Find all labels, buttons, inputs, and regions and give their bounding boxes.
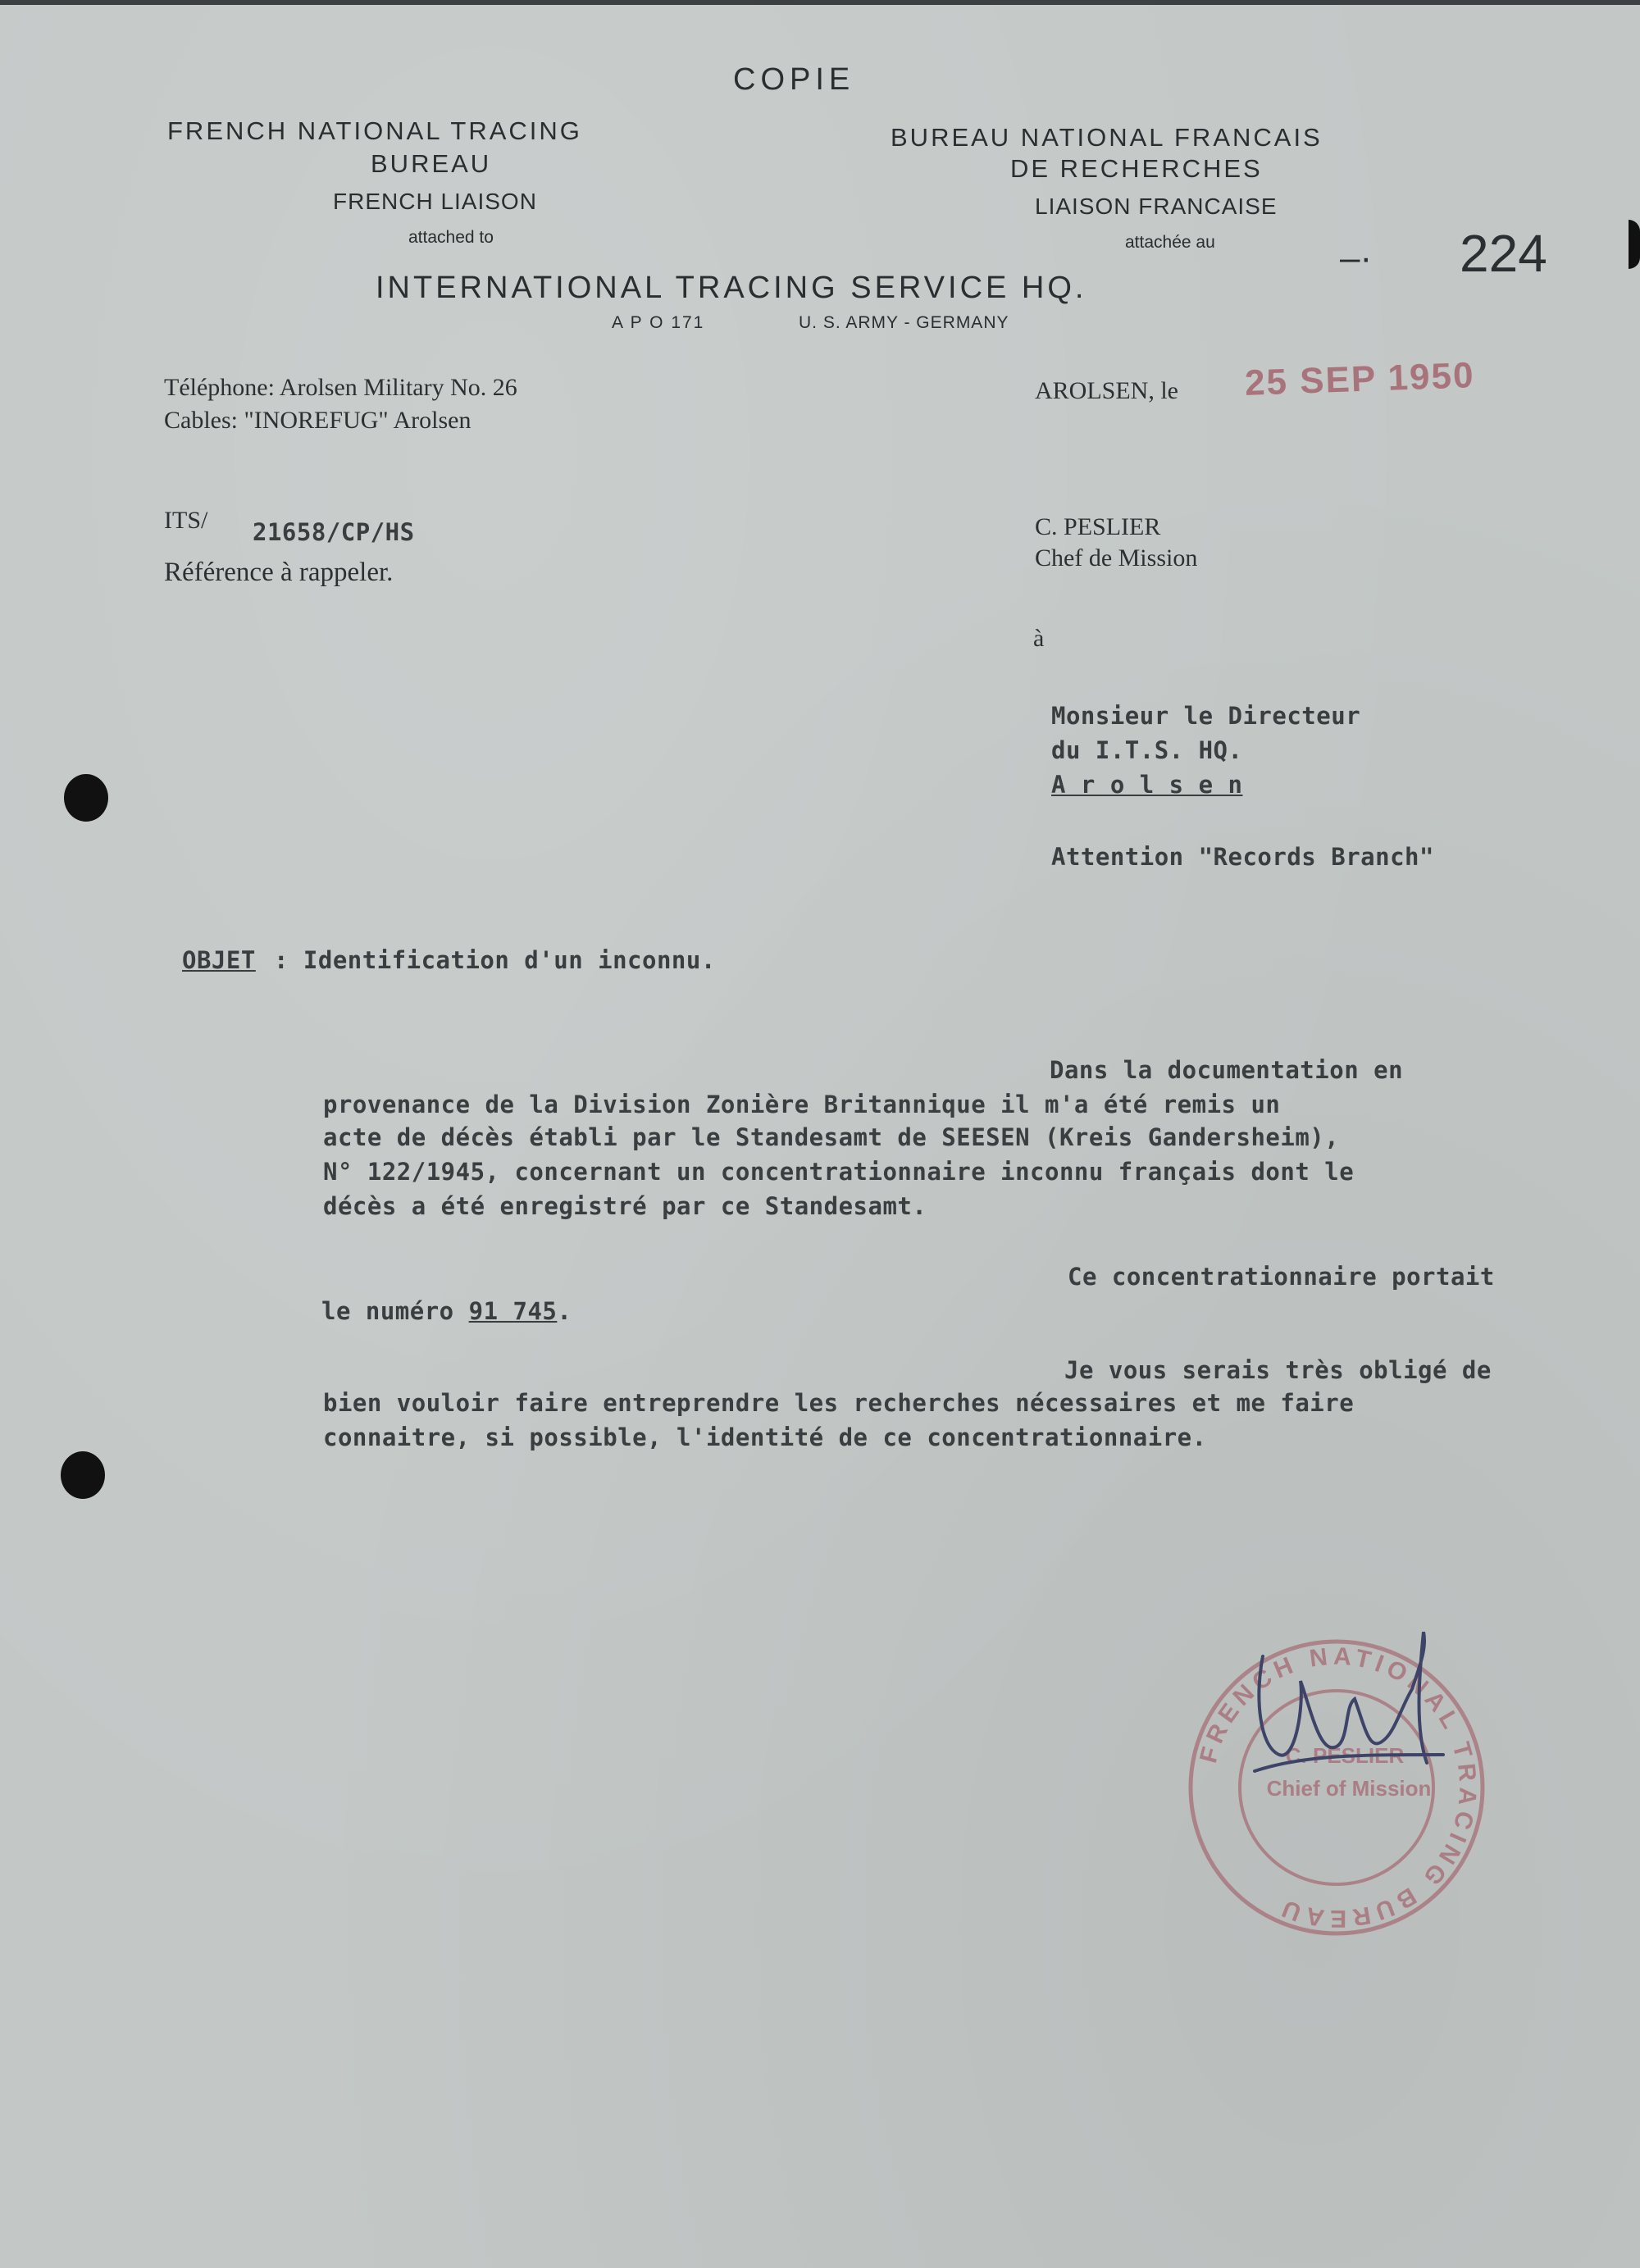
telephone: Téléphone: Arolsen Military No. 26 xyxy=(164,374,517,401)
punch-hole-lower xyxy=(61,1451,105,1499)
recipient-line1: Monsieur le Directeur xyxy=(1051,702,1361,730)
body-p3-line1: Je vous serais très obligé de xyxy=(1064,1356,1492,1384)
recipient-line2: du I.T.S. HQ. xyxy=(1051,736,1243,764)
letterhead-left-line3: FRENCH LIAISON xyxy=(333,189,537,214)
letterhead-right-line4: attachée au xyxy=(1125,233,1215,252)
letterhead-apo: A P O 171 xyxy=(612,313,705,332)
seal-ring-text: FRENCH NATIONAL TRACING BUREAU xyxy=(1195,1642,1482,1933)
punch-hole-upper xyxy=(64,774,108,822)
top-edge xyxy=(0,0,1640,5)
official-seal xyxy=(1181,1632,1492,1943)
reference-prefix: ITS/ xyxy=(164,507,208,534)
body-p2-line1: Ce concentrationnaire portait xyxy=(1068,1263,1495,1291)
subject-text: : Identification d'un inconnu. xyxy=(274,946,716,974)
document-number: 224 xyxy=(1460,224,1547,283)
letterhead-left-line1: FRENCH NATIONAL TRACING xyxy=(167,116,582,145)
prisoner-number: 91 745 xyxy=(468,1297,558,1325)
number-dash: –· xyxy=(1340,238,1373,278)
body-p2-prefix: le numéro xyxy=(321,1297,469,1325)
letterhead-right-line1: BUREAU NATIONAL FRANCAIS xyxy=(891,123,1323,152)
sender-title: Chef de Mission xyxy=(1035,544,1198,572)
cables: Cables: "INOREFUG" Arolsen xyxy=(164,407,472,434)
letterhead-right-line3: LIAISON FRANCAISE xyxy=(1035,194,1278,219)
body-p1-line5: décès a été enregistré par ce Standesamt. xyxy=(323,1192,927,1220)
letterhead-right-line2: DE RECHERCHES xyxy=(1010,154,1263,183)
copy-label: COPIE xyxy=(733,62,855,97)
date-stamp: 25 SEP 1950 xyxy=(1244,355,1476,403)
to-label: à xyxy=(1033,625,1045,652)
seal-inner-name: C. PESLIER xyxy=(1285,1743,1405,1768)
body-p3-line3: connaitre, si possible, l'identité de ce concentrationnaire. xyxy=(323,1423,1207,1451)
body-p3-line2: bien vouloir faire entreprendre les recherches nécessaires et me faire xyxy=(323,1389,1355,1417)
reference-number: 21658/CP/HS xyxy=(253,518,415,546)
place: AROLSEN, le xyxy=(1035,377,1178,404)
body-p1-line4: N° 122/1945, concernant un concentrationnaire inconnu français dont le xyxy=(323,1158,1355,1186)
sender-name: C. PESLIER xyxy=(1035,513,1161,540)
body-p2-line2 xyxy=(321,1297,572,1325)
letterhead-left-line2: BUREAU xyxy=(371,149,492,178)
edge-mark xyxy=(1629,220,1640,269)
recipient-line3: A r o l s e n xyxy=(1051,771,1243,799)
body-p1-line3: acte de décès établi par le Standesamt de SEESEN (Kreis Gandersheim), xyxy=(323,1123,1340,1151)
body-p1-line1: Dans la documentation en xyxy=(1050,1056,1404,1084)
reference-label: Référence à rappeler. xyxy=(164,558,394,587)
letterhead-main: INTERNATIONAL TRACING SERVICE HQ. xyxy=(376,271,1087,305)
seal-inner-title: Chief of Mission xyxy=(1266,1776,1432,1801)
letterhead-army: U. S. ARMY - GERMANY xyxy=(799,313,1009,332)
letterhead-left-line4: attached to xyxy=(408,228,494,247)
body-p1-line2: provenance de la Division Zonière Britannique il m'a été remis un xyxy=(323,1091,1281,1118)
recipient-attention: Attention "Records Branch" xyxy=(1051,843,1434,871)
subject-label: OBJET xyxy=(182,946,256,974)
body-p2-period: . xyxy=(557,1297,572,1325)
